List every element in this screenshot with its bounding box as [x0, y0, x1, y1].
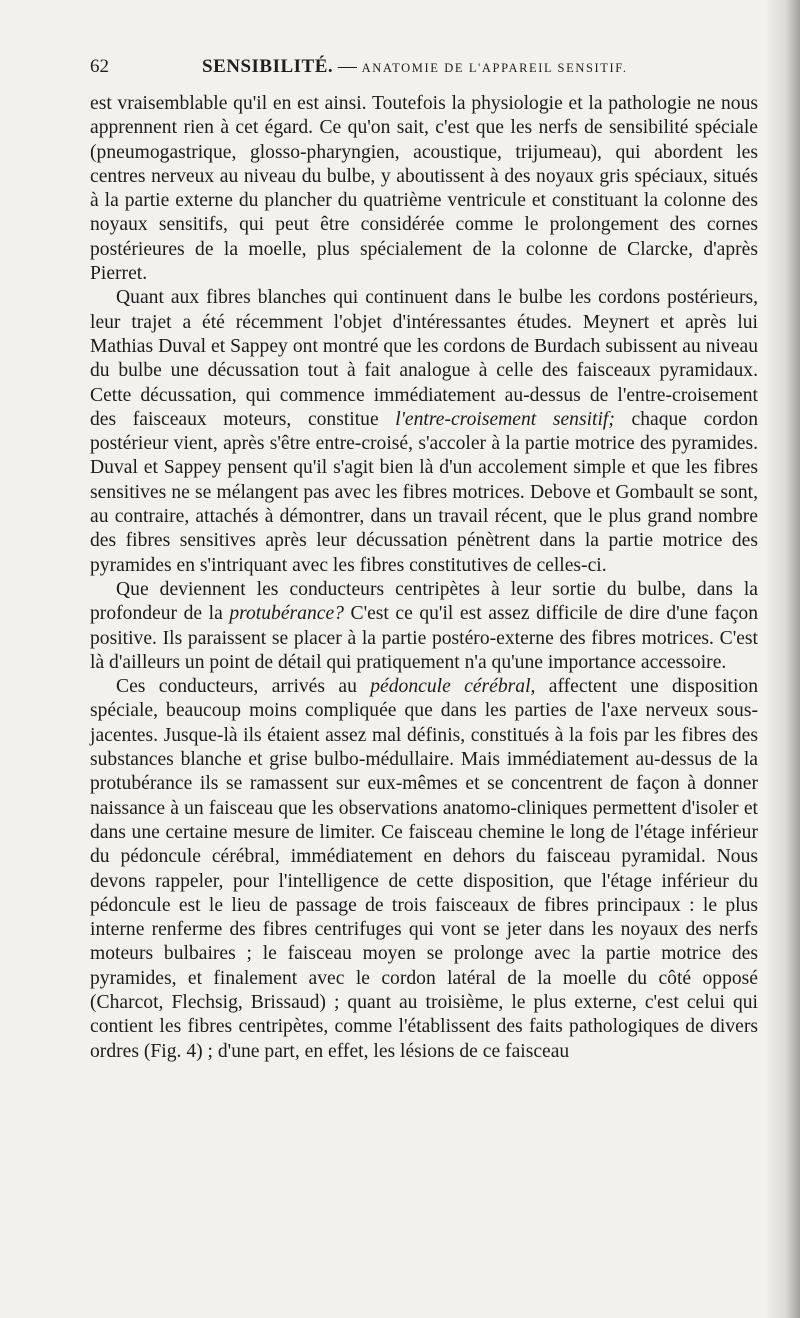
running-head-dash: —: [337, 56, 357, 77]
running-head-title: SENSIBILITÉ.: [202, 56, 334, 77]
paragraph-2: [90, 286, 758, 578]
paragraph-2-italic: l'entre-croisement sensitif;: [395, 408, 615, 430]
paragraph-3-text-a: Que deviennent les conducteurs centripètes à leur sortie du bulbe, dans la profondeur de la: [90, 578, 758, 625]
page-header: [90, 56, 758, 86]
running-head-subtitle: ANATOMIE DE L'APPAREIL SENSITIF.: [361, 61, 628, 75]
running-head: [202, 56, 628, 78]
paragraph-2-text-b: chaque cordon postérieur vient, après s'être entre-croisé, s'accoler à la partie motrice des pyramides. Duval et Sappey pensent qu'il s'agit bien là d'un accolement simple et que les fibres sensitives ne se mélangent pas avec les fibres motrices. Debove et Gombault se sont, au contraire, attachés à démontrer, dans un travail récent, que le plus grand nombre des fibres sensitives après leur décussation pénètrent dans la partie motrice des pyramides en s'intriquant avec les fibres constitutives de celles-ci.: [90, 408, 758, 576]
paragraph-2-text-a: Quant aux fibres blanches qui continuent dans le bulbe les cordons postérieurs, leur trajet a été récemment l'objet d'intéressantes études. Meynert et après lui Mathias Duval et Sappey ont montré que les cordons de Burdach subissent au niveau du bulbe une décussation tout à fait analogue à celle des faisceaux pyramidaux. Cette décussation, qui commence immédiatement au-dessus de l'entre-croisement des faisceaux moteurs, constitue: [90, 287, 758, 430]
paragraph-3: [90, 578, 758, 675]
paragraph-4-italic: pédoncule cérébral,: [370, 676, 536, 698]
paragraph-3-italic: protubérance?: [229, 603, 344, 625]
page-number: 62: [90, 56, 109, 77]
paragraph-1: est vraisemblable qu'il en est ainsi. Toutefois la physiologie et la pathologie ne nous apprennent rien à cet égard. Ce qu'on sait, c'est que les nerfs de sensibilité spéciale (pneumogastrique, glosso-pharyngien, acoustique, trijumeau), qui abordent les centres nerveux au niveau du bulbe, y aboutissent à des noyaux gris spéciaux, situés à la partie externe du plancher du quatrième ventricule et constituant la colonne des noyaux sensitifs, qui peut être considérée comme le prolongement des cornes postérieures de la moelle, plus spécialement de la colonne de Clarcke, d'après Pierret.: [90, 93, 758, 285]
paragraph-4-text-a: Ces conducteurs, arrivés au: [116, 676, 371, 698]
page-edge-shadow: [764, 0, 800, 1318]
paragraph-4: [90, 675, 758, 1064]
paragraph-3-text-b: C'est ce qu'il est assez difficile de dire d'une façon positive. Ils paraissent se placer à la partie postéro-externe des fibres motrices. C'est là d'ailleurs un point de détail qui pratiquement n'a qu'une importance accessoire.: [90, 603, 758, 673]
body-text: [90, 92, 758, 1064]
paragraph-4-text-b: affectent une disposition spéciale, beaucoup moins compliquée que dans les parties de l'axe nerveux sous-jacentes. Jusque-là ils étaient assez mal définis, constitués à la fois par les fibres des substances blanche et grise bulbo-médullaire. Mais immédiatement au-dessus de la protubérance ils se ramassent sur eux-mêmes et se concentrent de façon à donner naissance à un faisceau que les observations anatomo-cliniques permettent d'isoler et dans une certaine mesure de limiter. Ce faisceau chemine le long de l'étage inférieur du pédoncule cérébral, immédiatement en dehors du faisceau pyramidal. Nous devons rappeler, pour l'intelligence de cette disposition, que l'étage inférieur du pédoncule est le lieu de passage de trois faisceaux de fibres principaux : le plus interne renferme des fibres centrifuges qui vont se jeter dans les noyaux des nerfs moteurs bulbaires ; le faisceau moyen se prolonge avec la partie motrice des pyramides, et finalement avec le cordon latéral de la moelle du côté opposé (Charcot, Flechsig, Brissaud) ; quant au troisième, le plus externe, c'est celui qui contient les fibres centripètes, comme l'établissent des faits pathologiques de divers ordres (Fig. 4) ; d'une part, en effet, les lésions de ce faisceau: [90, 676, 758, 1062]
